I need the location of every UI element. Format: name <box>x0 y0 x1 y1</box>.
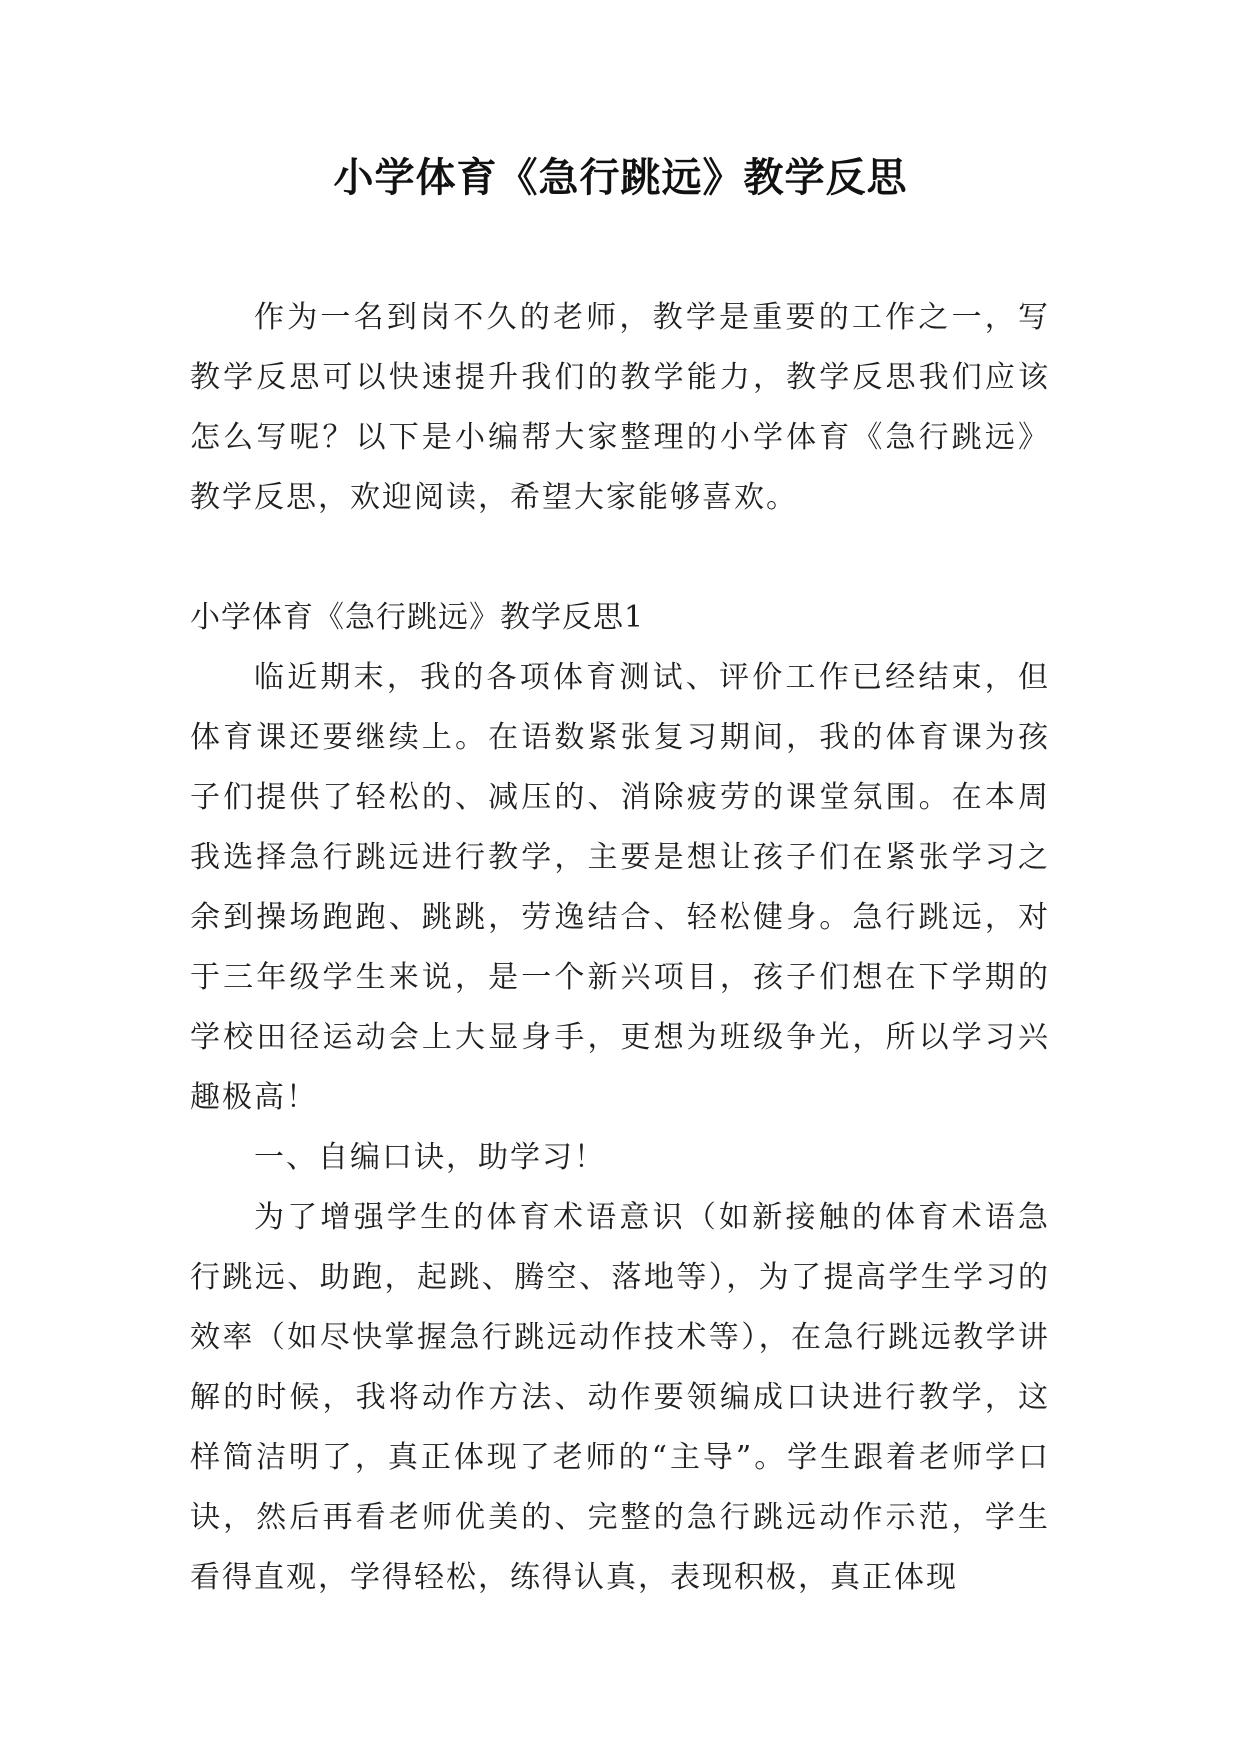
section-heading: 小学体育《急行跳远》教学反思1 <box>190 600 645 635</box>
point-paragraph: 为了增强学生的体育术语意识（如新接触的体育术语急行跳远、助跑，起跳、腾空、落地等），为了提高学生学习的效率（如尽快掌握急行跳远动作技术等），在急行跳远教学讲解的时候，我将动作方法、动作要领编成口诀进行教学，这样简洁明了，真正体现了老师的“主导”。学生跟着老师学口诀，然后再看老师优美的、完整的急行跳远动作示范，学生看得直观，学得轻松，练得认真，表现积极，真正体现 <box>190 1200 1050 1595</box>
document-title: 小学体育《急行跳远》教学反思 <box>333 155 908 201</box>
paragraph-spacer <box>190 528 1050 588</box>
intro-paragraph: 作为一名到岗不久的老师，教学是重要的工作之一，写教学反思可以快速提升我们的教学能力，教学反思我们应该怎么写呢？以下是小编帮大家整理的小学体育《急行跳远》教学反思，欢迎阅读，希望大家能够喜欢。 <box>190 300 1050 515</box>
section-paragraph: 临近期末，我的各项体育测试、评价工作已经结束，但体育课还要继续上。在语数紧张复习期间，我的体育课为孩子们提供了轻松的、减压的、消除疲劳的课堂氛围。在本周我选择急行跳远进行教学，主要是想让孩子们在紧张学习之余到操场跑跑、跳跳，劳逸结合、轻松健身。急行跳远，对于三年级学生来说，是一个新兴项目，孩子们想在下学期的学校田径运动会上大显身手，更想为班级争光，所以学习兴趣极高！ <box>190 660 1050 1115</box>
point-heading: 一、自编口诀，助学习！ <box>254 1140 606 1175</box>
document-body <box>190 288 1050 1608</box>
